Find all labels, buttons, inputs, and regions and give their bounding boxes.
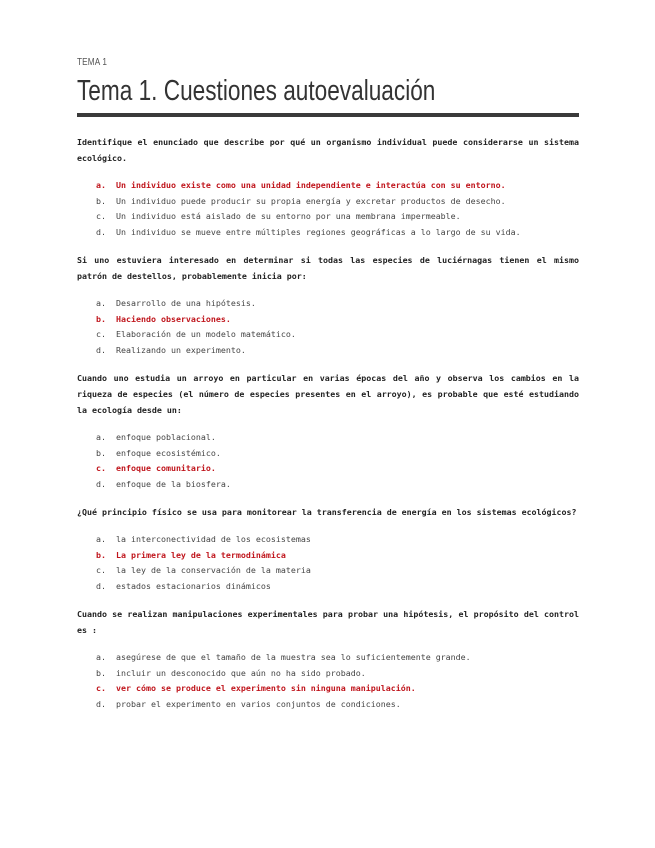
answer-option (77, 666, 579, 682)
question-text: Cuando se realizan manipulaciones experimentales para probar una hipótesis, el propósito del control es : (77, 609, 579, 635)
question-text: ¿Qué principio físico se usa para monitorear la transferencia de energía en los sistemas ecológicos? (77, 507, 577, 517)
answer-option (77, 548, 579, 564)
answer-options (77, 430, 579, 492)
option-letter: b. (96, 667, 106, 678)
option-letter: b. (96, 313, 106, 324)
option-text: Un individuo puede producir su propia energía y excretar productos de desecho. (116, 195, 506, 206)
answer-option (77, 650, 579, 666)
option-text: Haciendo observaciones. (116, 313, 231, 324)
option-letter: a. (96, 432, 106, 442)
page-title: Tema 1. Cuestiones autoevaluación (77, 75, 436, 107)
answer-option (77, 209, 579, 225)
option-letter: b. (96, 549, 106, 560)
option-letter: d. (96, 226, 106, 237)
option-letter: b. (96, 447, 106, 458)
answer-option (77, 477, 579, 493)
answer-options (77, 296, 579, 358)
title-divider (77, 113, 579, 117)
answer-option (77, 579, 579, 595)
option-text: enfoque ecosistémico. (116, 447, 221, 458)
answer-option (77, 178, 579, 194)
option-text: Un individuo está aislado de su entorno por una membrana impermeable. (116, 211, 461, 221)
answer-option (77, 681, 579, 697)
option-text: la interconectividad de los ecosistemas (116, 534, 311, 544)
question-text: Identifique el enunciado que describe por qué un organismo individual puede considerarse un sistema ecológico. (77, 137, 579, 163)
option-text: enfoque de la biosfera. (116, 478, 231, 489)
answer-option (77, 327, 579, 343)
option-letter: d. (96, 698, 106, 709)
option-letter: a. (96, 180, 106, 190)
question-block (77, 370, 579, 492)
answer-option (77, 461, 579, 477)
option-letter: d. (96, 580, 106, 591)
questions-list (77, 134, 579, 724)
option-text: enfoque comunitario. (116, 463, 216, 473)
question-block (77, 504, 579, 594)
answer-option (77, 225, 579, 241)
option-text: Un individuo se mueve entre múltiples regiones geográficas a lo largo de su vida. (116, 226, 521, 237)
option-letter: c. (96, 329, 106, 339)
question-text: Cuando uno estudia un arroyo en particular en varias épocas del año y observa los cambios en la riqueza de especies (el número de especies presentes en el arroyo), es probable que esté estudiando la ecología desde un: (77, 373, 579, 415)
option-letter: d. (96, 478, 106, 489)
option-text: estados estacionarios dinámicos (116, 580, 271, 591)
option-letter: d. (96, 344, 106, 355)
option-text: ver cómo se produce el experimento sin ninguna manipulación. (116, 683, 416, 693)
option-letter: a. (96, 652, 106, 662)
answer-option (77, 697, 579, 713)
option-letter: c. (96, 683, 106, 693)
question-block (77, 606, 579, 712)
option-letter: b. (96, 195, 106, 206)
option-letter: a. (96, 534, 106, 544)
answer-options (77, 178, 579, 240)
option-text: Desarrollo de una hipótesis. (116, 298, 256, 308)
option-text: probar el experimento en varios conjuntos de condiciones. (116, 698, 401, 709)
question-block (77, 134, 579, 240)
answer-option (77, 194, 579, 210)
option-letter: c. (96, 211, 106, 221)
answer-option (77, 532, 579, 548)
answer-option (77, 430, 579, 446)
option-text: La primera ley de la termodinámica (116, 549, 286, 560)
option-text: Realizando un experimento. (116, 344, 246, 355)
answer-option (77, 446, 579, 462)
option-text: Elaboración de un modelo matemático. (116, 329, 296, 339)
answer-options (77, 650, 579, 712)
option-text: la ley de la conservación de la materia (116, 565, 311, 575)
option-text: asegúrese de que el tamaño de la muestra sea lo suficientemente grande. (116, 652, 471, 662)
option-letter: a. (96, 298, 106, 308)
answer-option (77, 312, 579, 328)
option-text: enfoque poblacional. (116, 432, 216, 442)
question-block (77, 252, 579, 358)
section-kicker: TEMA 1 (77, 57, 108, 68)
answer-option (77, 343, 579, 359)
option-letter: c. (96, 463, 106, 473)
option-text: incluir un desconocido que aún no ha sido probado. (116, 667, 366, 678)
answer-options (77, 532, 579, 594)
question-text: Si uno estuviera interesado en determinar si todas las especies de luciérnagas tienen el mismo patrón de destellos, probablemente inicia por: (77, 255, 579, 281)
answer-option (77, 296, 579, 312)
option-text: Un individuo existe como una unidad independiente e interactúa con su entorno. (116, 180, 506, 190)
answer-option (77, 563, 579, 579)
option-letter: c. (96, 565, 106, 575)
